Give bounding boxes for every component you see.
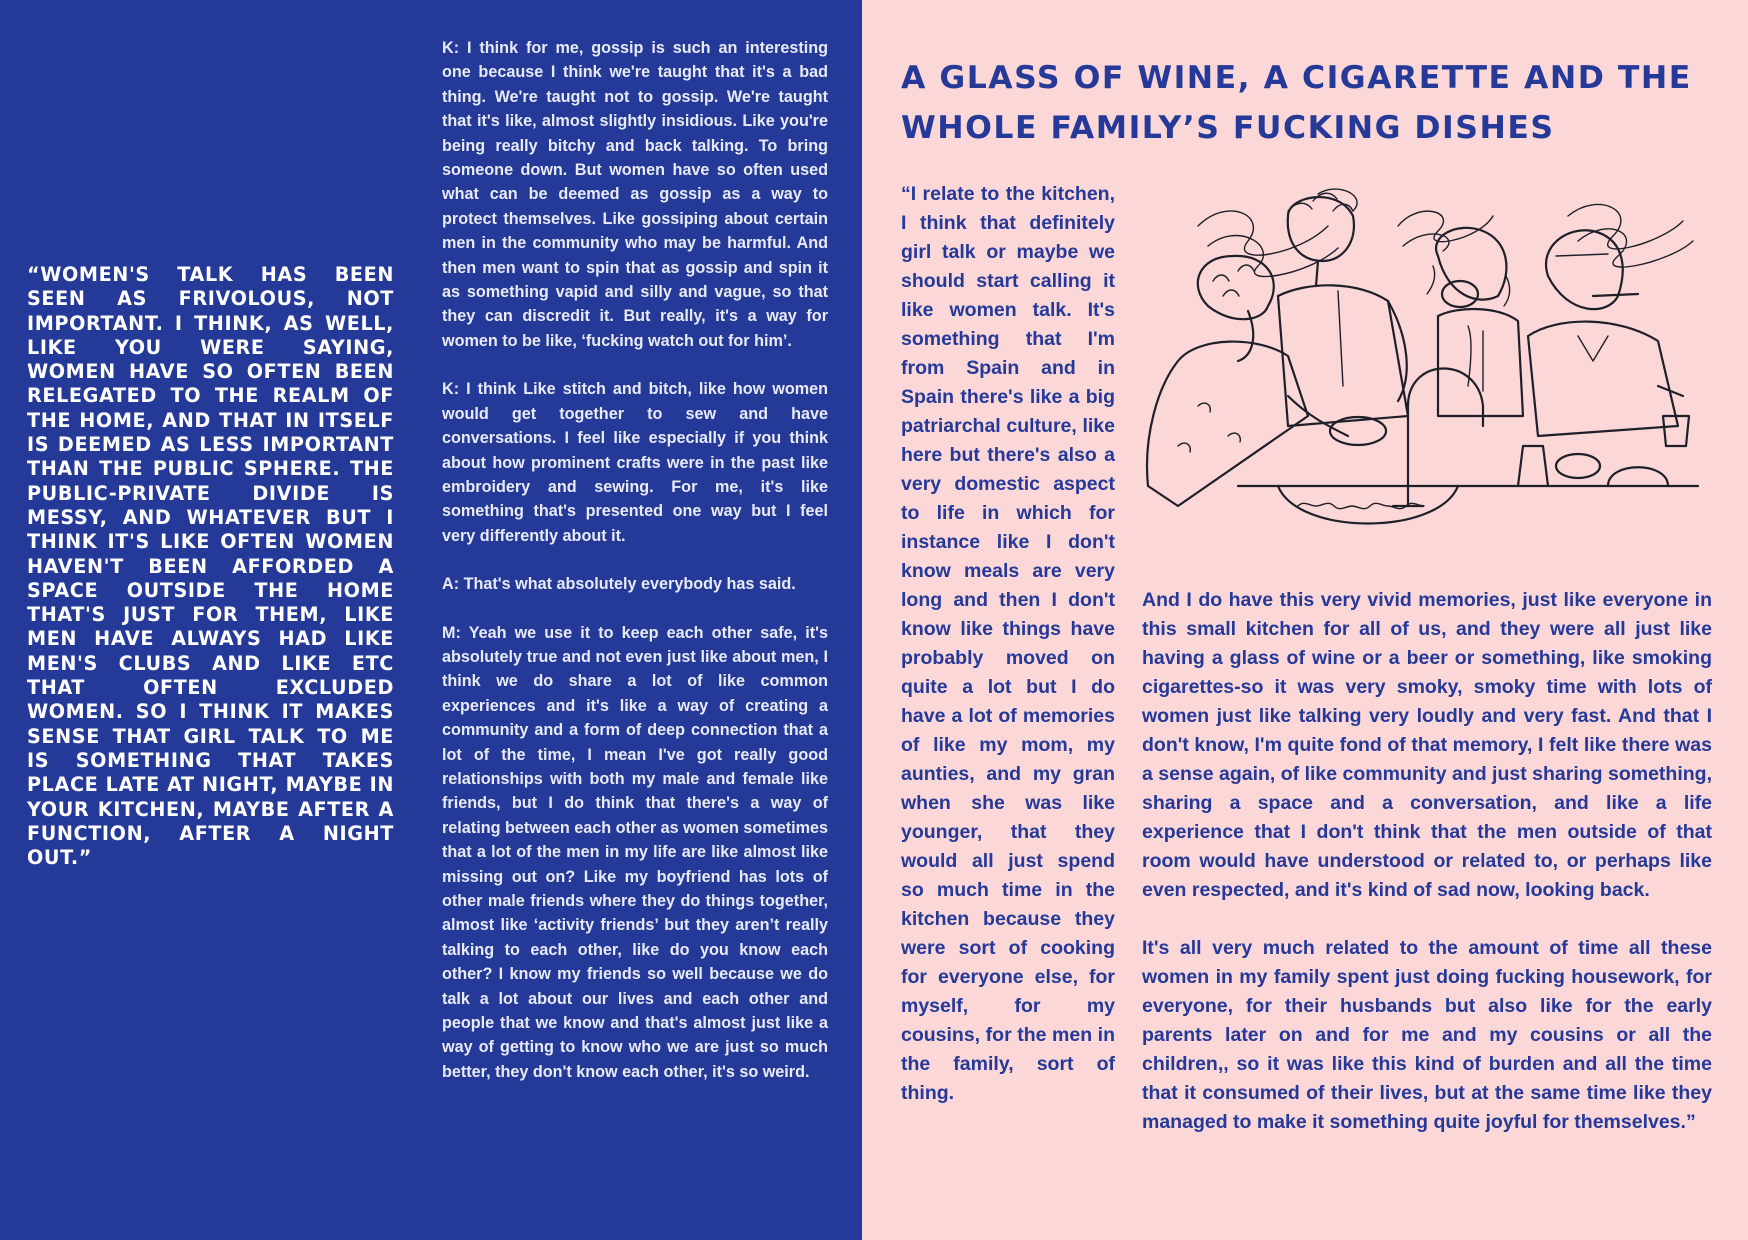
quote-narrow-column: “I relate to the kitchen, I think that definitely girl talk or maybe we should start calling it like women talk. It's something that I'm from Spain and in Spain there's like a big patriarchal culture, like here but there's also a very domestic aspect to life in which for instance like I don't know meals are very long and then I don't know like things have probably moved on quite a lot but I do have a lot of memories of like my mom, my aunties, and my gran when she was like younger, that they would all just spend so much time in the kitchen because they were sort of cooking for everyone else, for myself, for my cousins, for the men in the family, sort of thing. [901,183,1115,1104]
quote-wide-column [1142,586,1712,1166]
quote-paragraph: And I do have this very vivid memories, just like everyone in this small kitchen for all of us, and they were all just like having a glass of wine or a beer or something, like smoking cigarettes-so it was very smoky, smoky time with lots of women just like talking very loudly and very fast. And that I don't know, I'm quite fond of that memory, I felt like there was a sense again, of like community and just sharing something, sharing a space and a conversation, and like a life experience that I don't think that the men outside of that room would have understood or related to, or perhaps like even respected, and it's kind of sad now, looking back. [1142,589,1712,901]
interview-paragraph: A: That's what absolutely everybody has said. [442,575,796,594]
women-in-kitchen-drawing [1138,186,1713,546]
interview-paragraph: K: I think Like stitch and bitch, like how women would get together to sew and have conversations. I feel like especially if you think about how prominent crafts were in the past like embroidery and sewing. For me, it's like something that's presented one way but I feel very differently about it. [442,380,828,545]
interview-paragraph: M: Yeah we use it to keep each other safe, it's absolutely true and not even just like about men, I think we do share a lot of like common experiences and it's like a way of creating a community and a form of deep connection that a lot of the time, I mean I've got really good relationships with both my male and female like friends, but I do think that there's a way of relating between each other as women sometimes that a lot of the men in my life are like almost like missing out on? Like my boyfriend has lots of other male friends where they do things together, almost like ‘activity friends’ but they aren’t really talking to each other, like do you know each other? I know my friends so well because we do talk a lot about our lives and each other and people that we know and that's almost just like a way of getting to know who we are just so much better, they don't know each other, it's so weird. [442,623,828,1081]
kitchen-illustration [1138,186,1713,546]
article-headline: A GLASS OF WINE, A CIGARETTE AND THE WHOLE FAMILY’S FUCKING DISHES [901,60,1692,146]
interview-paragraph: K: I think for me, gossip is such an interesting one because I think we're taught that it's a bad thing. We're taught not to gossip. We're taught that it's like, almost slightly insidious. Like you're being really bitchy and back talking. To bring someone down. But women have so often used what can be deemed as gossip as a way to protect themselves. Like gossiping about certain men in the community who may be harmful. And then men want to spin that as gossip and spin it as something vapid and silly and vague, so that they can discredit it. But really, it's a way for women to be like, ‘fucking watch out for him’. [442,39,828,350]
left-page [0,0,862,1240]
quote-paragraph: It's all very much related to the amount of time all these women in my family spent just doing fucking housework, for everyone, for their husbands but also like for the early parents later on and for me and my cousins or all the children,, so it was like this kind of burden and all the time that it consumed of their lives, but at the same time like they managed to make it something quite joyful for themselves.” [1142,937,1712,1133]
interview-column [442,36,828,1108]
pull-quote: “WOMEN'S TALK HAS BEEN SEEN AS FRIVOLOUS, NOT IMPORTANT. I THINK, AS WELL, LIKE YOU WERE SAYING, WOMEN HAVE SO OFTEN BEEN RELEGATED TO THE REALM OF THE HOME, AND THAT IN ITSELF IS DEEMED AS LESS IMPORTANT THAN THE PUBLIC SPHERE. THE PUBLIC-PRIVATE DIVIDE IS MESSY, AND WHATEVER BUT I THINK IT'S LIKE OFTEN WOMEN HAVEN'T BEEN AFFORDED A SPACE OUTSIDE THE HOME THAT'S JUST FOR THEM, LIKE MEN HAVE ALWAYS HAD LIKE MEN'S CLUBS AND LIKE ETC THAT OFTEN EXCLUDED WOMEN. SO I THINK IT MAKES SENSE THAT GIRL TALK TO ME IS SOMETHING THAT TAKES PLACE LATE AT NIGHT, MAYBE IN YOUR KITCHEN, MAYBE AFTER A FUNCTION, AFTER A NIGHT OUT.” [27,263,394,870]
